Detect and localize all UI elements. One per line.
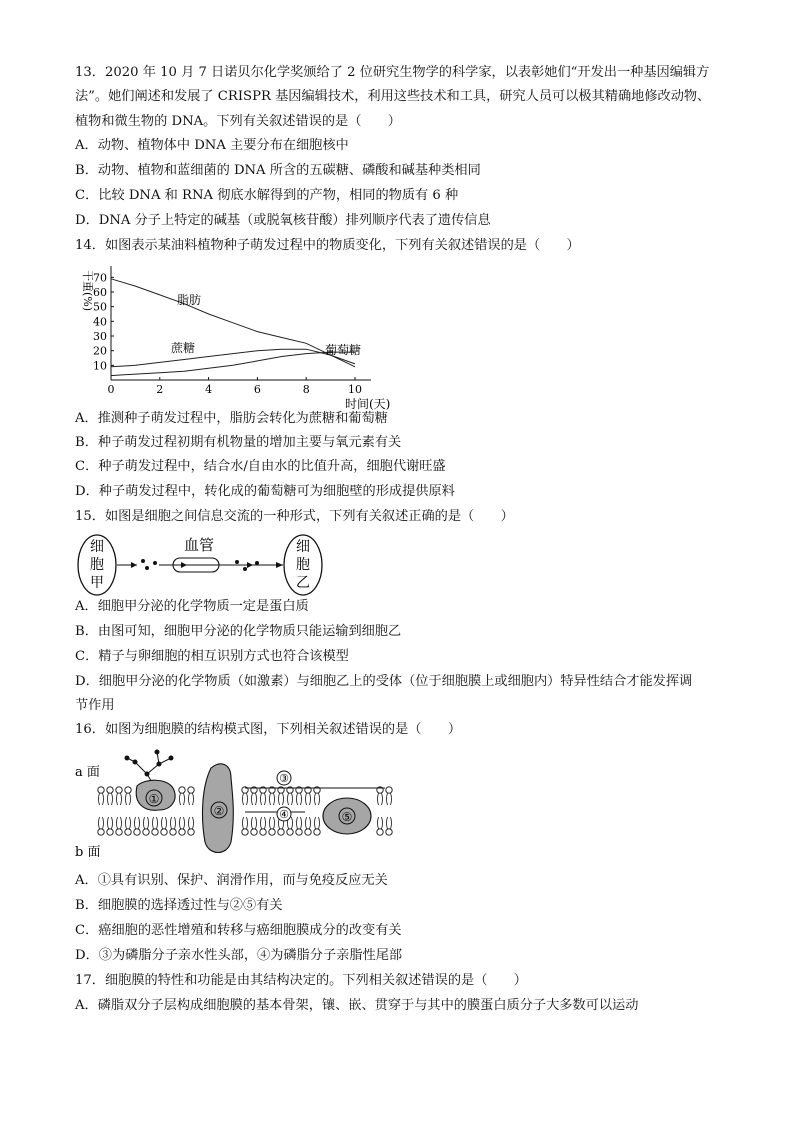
cell-b-char-1: 细 [296,539,310,555]
phospholipid-head [188,787,194,793]
phospholipid-tail [387,817,392,829]
x-tick-label: 10 [348,383,362,396]
phospholipid-head [179,829,185,835]
phospholipid-head [170,829,176,835]
q16-option-b: B．细胞膜的选择透过性与②⑤有关 [75,898,283,913]
phospholipid-tail [378,817,383,829]
arrowhead [181,562,187,568]
q16-stem: 16．如图为细胞膜的结构模式图，下列相关叙述错误的是（ ） [75,722,462,737]
phospholipid-tail [189,817,194,829]
phospholipid-tail [270,793,275,805]
q16-option-c: C．癌细胞的恶性增殖和转移与癌细胞膜成分的改变有关 [75,923,402,938]
phospholipid-head [125,829,131,835]
q15-option-a: A．细胞甲分泌的化学物质一定是蛋白质 [75,599,309,614]
series-label-2: 蔗糖 [171,341,196,355]
x-tick-label: 2 [156,383,164,396]
q16-option-d: D．③为磷脂分子亲水性头部，④为磷脂分子亲脂性尾部 [75,948,403,963]
chart-series [111,279,361,376]
phospholipid-tail [180,817,185,829]
signal-dot [243,567,247,571]
phospholipid-head [116,829,122,835]
series-label-3: 葡萄糖 [325,343,362,357]
q13-option-c: C．比较 DNA 和 RNA 彻底水解得到的产物，相同的物质有 6 种 [75,188,459,203]
phospholipid-tail [162,817,167,829]
x-axis-label: 时间(天) [345,397,391,411]
glycocalyx-chain [125,750,173,784]
y-tick-label: 70 [93,271,107,285]
series-line-2 [111,349,355,367]
phospholipid-tail [117,817,122,829]
q13-option-b: B．动物、植物和蓝细菌的 DNA 所含的五碳糖、磷酸和碱基种类相同 [75,163,481,178]
label-4: ④ [279,808,289,821]
phospholipid-tail [288,793,293,805]
phospholipid-tail [180,793,185,805]
phospholipid-head [278,829,284,835]
phospholipid-head [143,829,149,835]
phospholipid-tail [243,793,248,805]
label-2: ② [213,804,225,818]
phospholipid-tail [315,793,320,805]
signal-dot [255,561,259,565]
phospholipid-head [287,829,293,835]
phospholipid-head [260,829,266,835]
phospholipid-tail [261,793,266,805]
y-axis-label: 干重(%) [81,270,94,312]
cell-a-char-1: 细 [90,539,104,555]
q15-option-d-line1: D．细胞甲分泌的化学物质（如激素）与细胞乙上的受体（位于细胞膜上或细胞内）特异性结合才能发挥调 [75,674,693,689]
phospholipid-head [107,829,113,835]
phospholipid-head [125,787,131,793]
q15-option-c: C．精子与卵细胞的相互识别方式也符合该模型 [75,649,349,664]
cell-b-char-2: 胞 [296,557,310,573]
phospholipid-tail [153,817,158,829]
q17-stem: 17．细胞膜的特性和功能是由其结构决定的。下列相关叙述错误的是（ ） [75,973,527,988]
x-tick-label: 8 [302,383,310,396]
cell-a-char-3: 甲 [90,575,104,591]
signal-dot [145,566,149,570]
phospholipid-tail [117,793,122,805]
x-tick-label: 0 [107,383,115,396]
q15-option-d-line2: 节作用 [75,698,115,713]
q13-stem-line3: 植物和微生物的 DNA。下列有关叙述错误的是（ ） [75,114,401,129]
label-5: ⑤ [341,810,353,824]
y-tick-label: 10 [93,359,107,373]
arrowhead [247,562,253,568]
phospholipid-tail [387,793,392,805]
q13-option-d: D．DNA 分子上特定的碱基（或脱氧核苷酸）排列顺序代表了遗传信息 [75,213,491,228]
phospholipid-head [98,787,104,793]
y-tick-label: 60 [93,286,107,299]
phospholipid-tail [252,793,257,805]
cell-a-char-2: 胞 [90,557,104,573]
phospholipid-tail [108,793,113,805]
y-tick-label: 40 [93,315,107,329]
phospholipid-head [116,787,122,793]
q16-membrane-diagram [75,748,415,860]
arrowhead [276,562,283,568]
phospholipid-tail [261,817,266,829]
phospholipid-tail [189,793,194,805]
phospholipid-head [296,829,302,835]
cell-b-char-3: 乙 [296,575,310,591]
phospholipid-tail [144,817,149,829]
phospholipid-tail [252,817,257,829]
signal-dot [235,560,239,564]
phospholipid-head [305,829,311,835]
label-1: ① [148,792,160,806]
phospholipid-tail [126,817,131,829]
phospholipid-head [179,787,185,793]
signal-dot [141,559,145,563]
series-label-1: 脂肪 [177,293,202,307]
phospholipid-head [152,829,158,835]
q15-diagram [75,532,335,598]
q13-stem-line1: 13．2020 年 10 月 7 日诺贝尔化学奖颁给了 2 位研究生物学的科学家，以表彰她们“开发出一种基因编辑方 [75,65,710,80]
y-tick-label: 20 [93,344,107,358]
phospholipid-head [314,829,320,835]
q15-stem: 15．如图是细胞之间信息交流的一种形式，下列有关叙述正确的是（ ） [75,509,514,524]
phospholipid-tail [126,793,131,805]
phospholipid-tail [270,817,275,829]
phospholipid-tail [297,793,302,805]
x-tick-label: 4 [205,383,213,396]
phospholipid-head [134,829,140,835]
q16-option-a: A．①具有识别、保护、润滑作用，而与免疫反应无关 [75,873,388,888]
phospholipid-head [242,829,248,835]
arrowhead [131,562,137,568]
q14-option-d: D．种子萌发过程中，转化成的葡萄糖可为细胞壁的形成提供原料 [75,484,455,499]
phospholipid-head [386,829,392,835]
phospholipid-head [251,829,257,835]
phospholipid-head [188,829,194,835]
face-b-label: b 面 [75,845,101,860]
phospholipid-tail [306,793,311,805]
q14-option-b: B．种子萌发过程初期有机物量的增加主要与氧元素有关 [75,435,402,450]
q14-option-a: A．推测种子萌发过程中，脂肪会转化为蔗糖和葡萄糖 [75,411,388,426]
phospholipid-tail [243,817,248,829]
phospholipid-head [377,829,383,835]
phospholipid-tail [306,817,311,829]
phospholipid-tail [315,817,320,829]
label-3: ③ [279,772,289,785]
signal-dot [153,561,157,565]
q13-option-a: A．动物、植物体中 DNA 主要分布在细胞核中 [75,138,349,153]
phospholipid-tail [135,817,140,829]
q14-chart [75,262,415,412]
q14-stem: 14．如图表示某油料植物种子萌发过程中的物质变化，下列有关叙述错误的是（ ） [75,238,580,253]
q15-option-b: B．由图可知，细胞甲分泌的化学物质只能运输到细胞乙 [75,624,402,639]
chart-axes [81,266,390,411]
phospholipid-tail [108,817,113,829]
q14-option-c: C．种子萌发过程中，结合水/自由水的比值升高，细胞代谢旺盛 [75,459,446,474]
phospholipid-tail [171,817,176,829]
phospholipid-head [386,787,392,793]
y-tick-label: 50 [93,300,107,314]
phospholipid-head [269,829,275,835]
phospholipid-tail [378,793,383,805]
q13-stem-line2: 法”。她们阐述和发展了 CRISPR 基因编辑技术，利用这些技术和工具，研究人员可以极其精确地修改动物、 [75,89,711,104]
phospholipid-head [161,829,167,835]
phospholipid-tail [279,793,284,805]
y-tick-label: 30 [93,330,107,343]
x-tick-label: 6 [253,383,261,396]
blood-vessel-label: 血管 [183,536,215,554]
phospholipid-tail [297,817,302,829]
phospholipid-tail [99,817,104,829]
phospholipid-tail [99,793,104,805]
phospholipid-head [98,829,104,835]
phospholipid-head [107,787,113,793]
face-a-label: a 面 [75,765,100,780]
q17-option-a: A．磷脂双分子层构成细胞膜的基本骨架，镶、嵌、贯穿于与其中的膜蛋白质分子大多数可以运动 [75,998,639,1013]
